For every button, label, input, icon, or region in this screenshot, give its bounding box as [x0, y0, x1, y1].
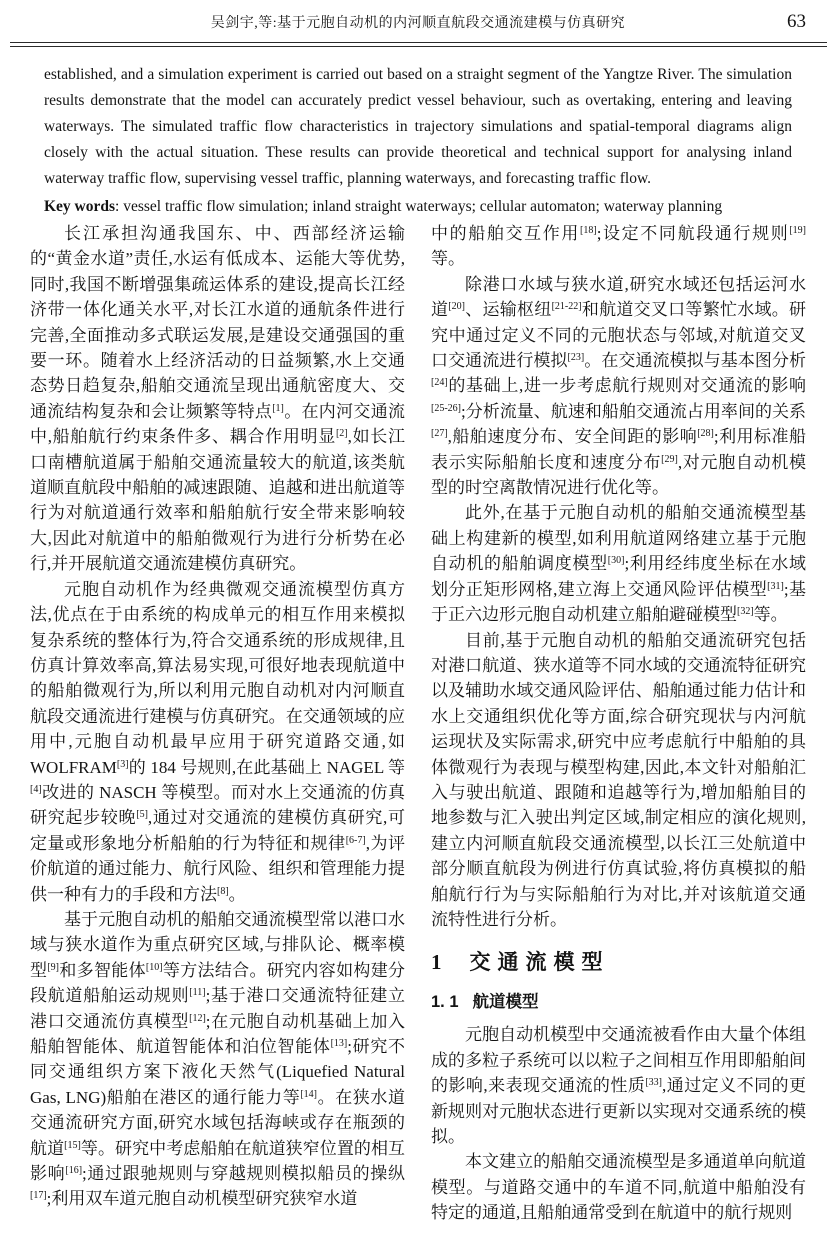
reference-marker: [15] — [64, 1139, 81, 1151]
abstract-block — [44, 62, 792, 220]
paragraph: 长江承担沟通我国东、中、西部经济运输的“黄金水道”责任,水运有低成本、运能大等优势,同时,我国不断增强集疏运体系的建设,提高长江经济带一体化通关水平,对长江水道的通航条件进行完善,全面推动多式联运发展,是建设交通强国的重要一环。随着水上经济活动的日益频繁,水上交通态势日趋复杂,船舶交通流呈现出通航密度大、交通流结构复杂和会让频繁等特点[1]。在内河交通流中,船舶航行约束条件多、耦合作用明显[2],如长江口南槽航道属于船舶交通流量较大的航道,该类航道顺直航段中船舶的减速跟随、追越和进出航道等行为对航道通行效率和船舶航行安全带来影响较大,因此对航道中的船舶微观行为进行分析势在必行,并开展航道交通流建模仿真研究。 — [30, 224, 405, 574]
abstract-text: established, and a simulation experiment is carried out based on a straight segment of the Yangtze River. The simulation results demonstrate that the model can accurately predict vessel behaviour, such as overtaking, entering and leaving waterways. The simulated traffic flow characteristics in trajectory simulations and spatial-temporal diagrams align closely with the actual situation. These results can provide theoretical and technical support for analysing inland waterway traffic flow, supervising vessel traffic, planning waterways, and forecasting traffic flow. — [44, 66, 792, 187]
paragraph: 除港口水域与狭水道,研究水域还包括运河水道[20]、运输枢纽[21-22]和航道交叉口等繁忙水域。研究中通过定义不同的元胞状态与邻域,对航道交叉口交通流进行模拟[23]。在交通流模拟与基本图分析[24]的基础上,进一步考虑航行规则对交通流的影响[25-26];分析流量、航速和船舶交通流占用率间的关系[27],船舶速度分布、安全间距的影响[28];利用标准船表示实际船舶长度和速度分布[29],对元胞自动机模型的时空离散情况进行优化等。 — [431, 274, 806, 498]
running-head — [30, 12, 806, 36]
reference-marker: [21-22] — [551, 301, 582, 313]
keywords-text: : vessel traffic flow simulation; inland straight waterways; cellular automaton; waterway planning — [115, 198, 723, 215]
reference-marker: [10] — [145, 961, 163, 973]
subsection-number: 1. 1 — [431, 993, 459, 1012]
paragraph: 基于元胞自动机的船舶交通流模型常以港口水域与狭水道作为重点研究区域,与排队论、概率模型[9]和多智能体[10]等方法结合。研究内容如构建分段航道船舶运动规则[11];基于港口交通流特征建立港口交通流仿真模型[12];在元胞自动机基础上加入船舶智能体、航道智能体和泊位智能体[13];研究不同交通组织方案下液化天然气(Liquefied Natural Gas, LNG)船舶在港区的通行能力等[14]。在狭水道交通流研究方面,研究水域包括海峡或存在瓶颈的航道[15]等。研究中考虑船舶在航道狭窄位置的相互影响[16];通过跟驰规则与穿越规则模拟船员的操纵[17];利用双车道元胞自动机模型研究狭窄水道 — [30, 909, 405, 1209]
reference-marker: [28] — [697, 428, 714, 440]
subsection-heading-1-1 — [431, 990, 806, 1014]
reference-marker: [31] — [767, 580, 784, 592]
reference-marker: [3] — [116, 758, 129, 770]
reference-marker: [23] — [567, 352, 585, 364]
reference-marker: [14] — [300, 1088, 317, 1100]
reference-marker: [9] — [47, 961, 59, 973]
keywords-label: Key words — [44, 198, 116, 215]
page-number: 63 — [787, 11, 806, 32]
section-title: 交通流模型 — [469, 950, 610, 975]
section-heading-1 — [431, 948, 806, 976]
keywords-line — [44, 194, 792, 220]
reference-marker: [6-7] — [345, 834, 366, 846]
reference-marker: [30] — [607, 555, 625, 567]
reference-marker: [33] — [645, 1077, 663, 1089]
reference-marker: [11] — [189, 987, 206, 999]
right-column — [431, 221, 806, 1245]
subsection-title: 航道模型 — [472, 993, 539, 1012]
body-columns — [30, 221, 806, 1245]
reference-marker: [32] — [737, 606, 754, 618]
paragraph: 元胞自动机作为经典微观交通流模型仿真方法,优点在于由系统的构成单元的相互作用来模拟复杂系统的整体行为,符合交通系统的形成规律,且仿真计算效率高,算法易实现,可很好地表现航道中的船舶微观行为,所以利用元胞自动机对内河顺直航段交通流进行建模与仿真研究。在交通领域的应用中,元胞自动机最早应用于研究道路交通,如WOLFRAM[3]的 184 号规则,在此基础上 NAGEL 等[4]改进的 NASCH 等模型。而对水上交通流的仿真研究起步较晚[5],通过对交通流的建模仿真研究,可定量或形象地分析船舶的行为特征和规律[6-7],为评价航道的通过能力、航行风险、组织和管理能力提供一种有力的手段和方法[8]。 — [30, 579, 405, 904]
paragraph: 元胞自动机模型中交通流被看作由大量个体组成的多粒子系统可以以粒子之间相互作用即船舶间的影响,来表现交通流的性质[33],通过定义不同的更新规则对元胞状态进行更新以实现对交通系统的模拟。 — [431, 1025, 806, 1146]
paragraph: 中的船舶交互作用[18];设定不同航段通行规则[19]等。 — [431, 224, 806, 269]
reference-marker: [4] — [30, 783, 42, 795]
section-number: 1 — [431, 950, 442, 975]
reference-marker: [24] — [431, 377, 448, 389]
reference-marker: [13] — [330, 1038, 348, 1049]
reference-marker: [25-26] — [431, 402, 461, 414]
header-double-rule — [10, 42, 827, 47]
reference-marker: [12] — [189, 1012, 206, 1024]
paragraph: 此外,在基于元胞自动机的船舶交通流模型基础上构建新的模型,如利用航道网络建立基于元胞自动机的船舶调度模型[30];利用经纬度坐标在水域划分正矩形网格,建立海上交通风险评估模型[31];基于正六边形元胞自动机建立船舶避碰模型[32]等。 — [431, 503, 806, 625]
paragraph: 目前,基于元胞自动机的船舶交通流研究包括对港口航道、狭水道等不同水域的交通流特征研究以及辅助水域交通风险评估、船舶通过能力估计和水上交通组织优化等方面,综合研究现状与内河航运现状及实际需求,研究中应考虑航行中船舶的具体微观行为表现与模型构建,因此,本文针对船舶汇入与驶出航道、跟随和追越等行为,增加船舶目的地参数与汇入驶出判定区域,制定相应的演化规则,建立内河顺直航段交通流模型,以长江三处航道中部分顺直航段为例进行仿真试验,将仿真模拟的船舶航行行为与实际船舶行为对比,并对该航道交通流特性进行分析。 — [431, 630, 806, 929]
reference-marker: [18] — [580, 225, 597, 236]
left-column — [30, 221, 405, 1245]
reference-marker: [5] — [136, 809, 148, 821]
reference-marker: [29] — [661, 453, 678, 465]
reference-marker: [1] — [272, 402, 284, 414]
reference-marker: [8] — [217, 885, 229, 897]
paragraph: 本文建立的船舶交通流模型是多通道单向航道模型。与道路交通中的车道不同,航道中船舶没有特定的通道,且船舶通常受到在航道中的航行规则 — [431, 1152, 806, 1223]
reference-marker: [2] — [335, 428, 348, 440]
running-title: 吴剑宇,等:基于元胞自动机的内河顺直航段交通流建模与仿真研究 — [210, 16, 626, 31]
reference-marker: [19] — [789, 225, 806, 236]
right-column-top — [431, 221, 806, 932]
right-column-bottom — [431, 1022, 806, 1225]
reference-marker: [17] — [30, 1190, 47, 1202]
reference-marker: [27] — [431, 428, 448, 440]
reference-marker: [16] — [65, 1165, 83, 1177]
reference-marker: [20] — [448, 301, 465, 313]
